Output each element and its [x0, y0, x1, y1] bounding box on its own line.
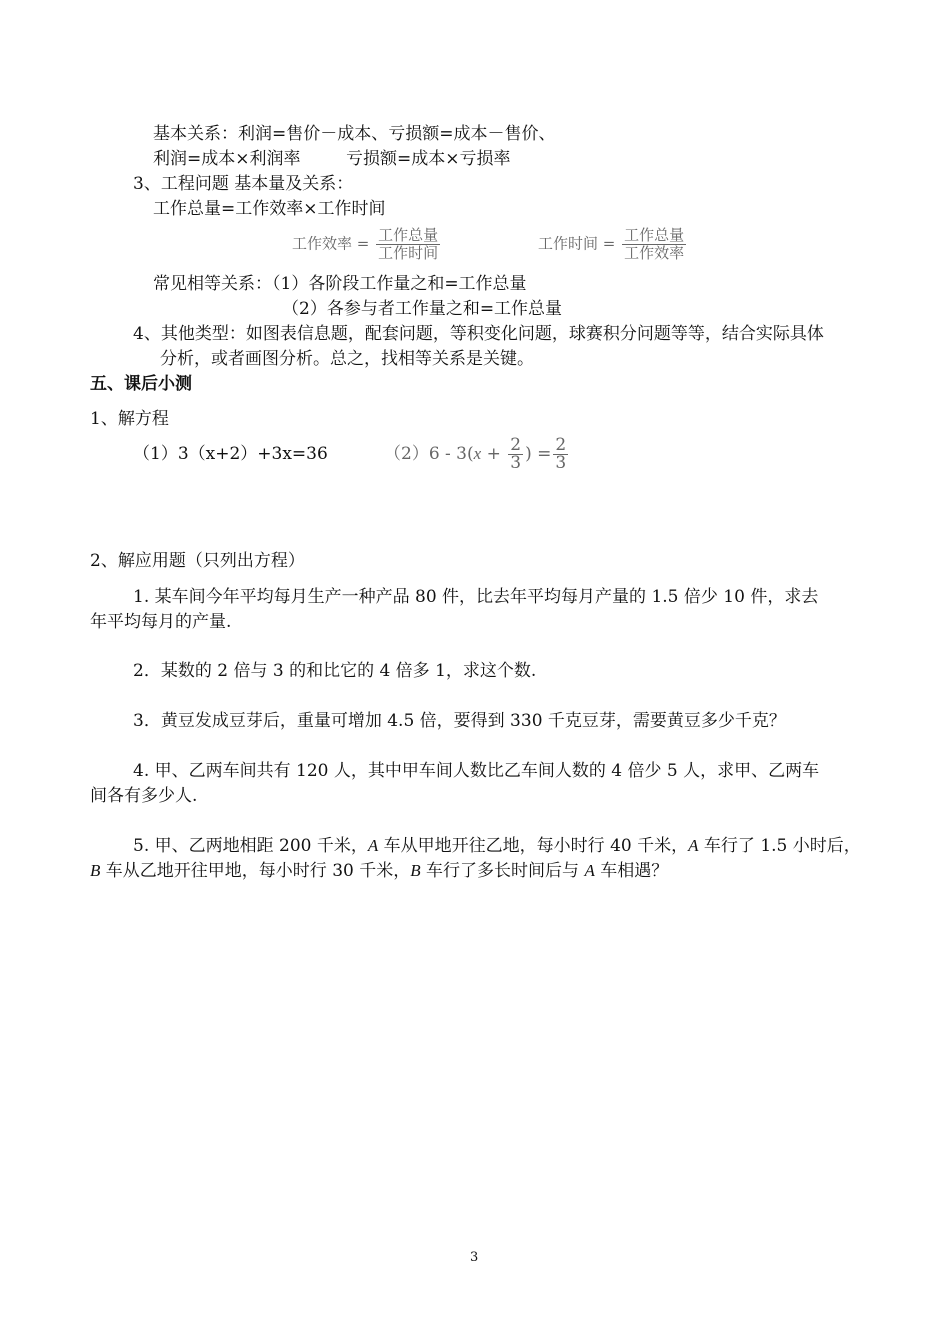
other-types-line2: 分析，或者画图分析。总之，找相等关系是关键。	[160, 349, 534, 369]
fraction-numerator: 2	[555, 435, 567, 455]
problem-1-line1: 1. 某车间今年平均每月生产一种产品 80 件，比去年平均每月产量的 1.5 倍少 10 件，求去	[133, 587, 819, 607]
loss-rate-formula: 亏损额=成本×亏损率	[346, 149, 511, 169]
question-1-title: 1、解方程	[90, 409, 169, 429]
problem-5-text: 车从甲地开往乙地，每小时行 40 千米，	[378, 836, 689, 856]
variable-x: x	[473, 444, 482, 463]
efficiency-label: 工作效率 =	[292, 234, 370, 253]
equation-1: （1）3（x+2）+3x=36	[133, 444, 328, 464]
common-relation-2: （2）各参与者工作量之和=工作总量	[282, 299, 563, 319]
fraction-denominator: 工作时间	[378, 244, 439, 262]
equation-2-prefix: （2）6 - 3(	[384, 444, 474, 464]
problem-5-text: 车从乙地开往甲地，每小时行 30 千米，	[100, 861, 411, 881]
car-a-label: A	[367, 836, 379, 855]
profit-rate-formula: 利润=成本×利润率	[153, 149, 301, 169]
other-types-line1: 4、其他类型：如图表信息题，配套问题，等积变化问题，球赛积分问题等等，结合实际具体	[133, 324, 824, 344]
problem-5-text: 车相遇？	[594, 861, 669, 881]
work-problem-heading: 3、工程问题 基本量及关系：	[133, 174, 354, 194]
problem-4-line1: 4. 甲、乙两车间共有 120 人，其中甲车间人数比乙车间人数的 4 倍少 5 人，求甲、乙两车	[133, 761, 820, 781]
plus-sign: +	[481, 444, 507, 464]
efficiency-fraction	[376, 227, 440, 262]
problem-5-line2	[90, 860, 668, 882]
section-title: 五、课后小测	[90, 374, 192, 394]
fraction-numerator: 工作总量	[378, 226, 439, 244]
car-b-label: B	[90, 861, 101, 880]
equation-2	[384, 434, 570, 474]
work-time-formula	[538, 227, 688, 262]
car-a-label: A	[584, 861, 595, 880]
fraction-two-thirds	[508, 437, 523, 472]
car-b-label: B	[410, 861, 421, 880]
problem-3: 3．黄豆发成豆芽后，重量可增加 4.5 倍，要得到 330 千克豆芽，需要黄豆多少千克？	[133, 711, 786, 731]
equation-2-mid: ) =	[525, 444, 552, 464]
profit-relation-line: 基本关系：利润=售价－成本、亏损额=成本－售价、	[153, 124, 556, 144]
car-a-label: A	[688, 836, 699, 855]
common-relation-1: 常见相等关系：（1）各阶段工作量之和=工作总量	[153, 274, 527, 294]
work-total-formula: 工作总量=工作效率×工作时间	[153, 199, 386, 219]
fraction-numerator: 工作总量	[624, 226, 685, 244]
page-number: 3	[470, 1250, 479, 1265]
problem-1-line2: 年平均每月的产量.	[90, 612, 232, 632]
fraction-denominator: 工作效率	[624, 244, 685, 262]
fraction-denominator: 3	[510, 453, 522, 473]
time-fraction	[622, 227, 686, 262]
fraction-numerator: 2	[510, 435, 522, 455]
time-label: 工作时间 =	[538, 234, 616, 253]
problem-5-text: 5. 甲、乙两地相距 200 千米，	[133, 836, 368, 856]
problem-5-line1	[133, 835, 861, 857]
problem-5-text: 车行了多长时间后与	[420, 861, 585, 881]
problem-4-line2: 间各有多少人.	[90, 786, 198, 806]
fraction-rhs	[553, 437, 568, 472]
problem-2: 2．某数的 2 倍与 3 的和比它的 4 倍多 1，求这个数.	[133, 661, 537, 681]
work-efficiency-formula	[292, 227, 442, 262]
question-2-title: 2、解应用题（只列出方程）	[90, 551, 305, 571]
problem-5-text: 车行了 1.5 小时后，	[698, 836, 861, 856]
fraction-denominator: 3	[555, 453, 567, 473]
